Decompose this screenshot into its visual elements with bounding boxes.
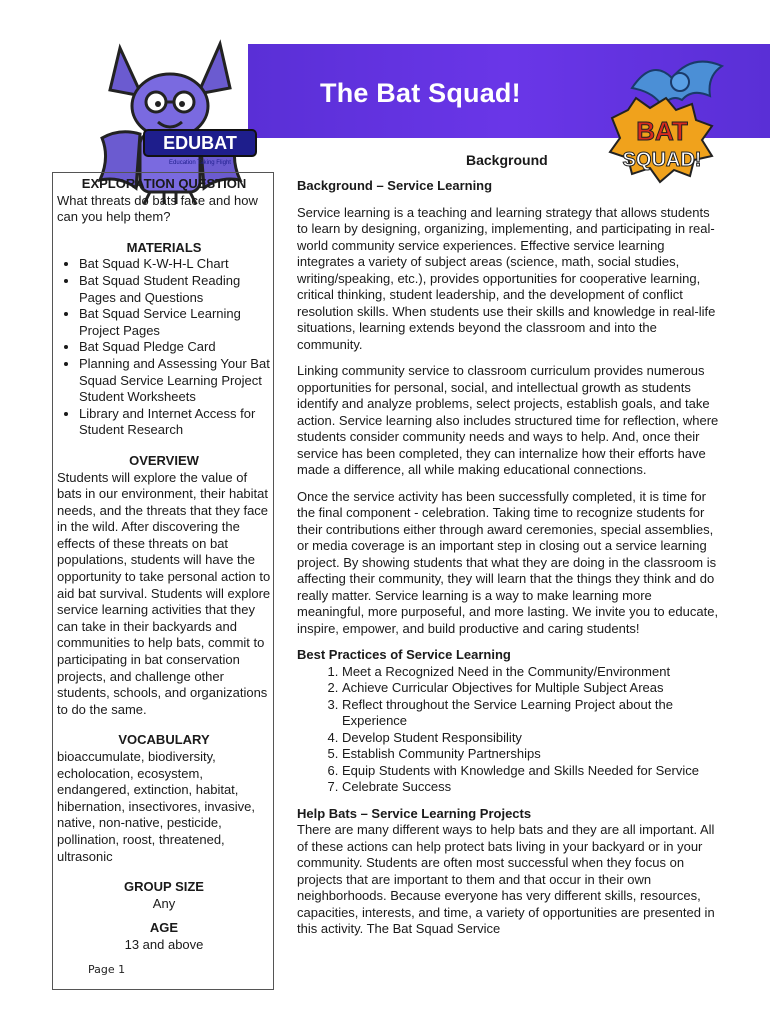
list-item: • Bat Squad K-W-H-L Chart: [79, 256, 271, 273]
list-item: 5. Establish Community Partnerships: [342, 746, 722, 763]
exploration-text: What threats do bats face and how can you help them?: [57, 192, 258, 225]
overview-text: Students will explore the value of bats in our environment, their habitat needs, and the threats that they face in the wild. After discovering the effects of these threats on bat populations, students will have the opportunity to take personal action to aid bat survival. Students will explore service learning activities that they can take in their backyards and communities to help bats, commit to participating in bat conservation projects, and challenge other students, schools, and organizations to do the same.: [57, 469, 271, 717]
exploration-heading: EXPLORATION QUESTION: [81, 176, 247, 191]
list-item: 3. Reflect throughout the Service Learning Project about the Experience: [342, 697, 722, 730]
list-item: 4. Develop Student Responsibility: [342, 730, 722, 747]
best-practices-heading: Best Practices of Service Learning: [297, 647, 511, 662]
list-item: • Planning and Assessing Your Bat Squad Service Learning Project Student Worksheets: [79, 356, 271, 406]
materials-heading: MATERIALS: [126, 239, 202, 255]
age-heading: AGE: [149, 920, 179, 936]
paragraph: Linking community service to classroom curriculum provides numerous opportunities for personal, social, and intellectual growth as students identify and analyze problems, select projects, establish goals, and take action. Service learning also includes structured time for reflection, where students consider community needs and ways to help. And, once their service has been completed, they can internalize how their efforts have made a difference, all while making educational connections.: [297, 363, 719, 477]
vocabulary-text: bioaccumulate, biodiversity, echolocation, ecosystem, endangered, extinction, habitat, hibernation, insectivores, invasive, native, non-native, pesticide, pollination, roost, threatened, ultrasonic: [57, 749, 255, 864]
badge-text-bat: BAT: [636, 116, 688, 146]
page-number: Page 1: [88, 963, 126, 976]
paragraph: Service learning is a teaching and learning strategy that allows students to learn by designing, organizing, implementing, and participating in real-world community service experiences. Effective service learning integrates a variety of subject areas (science, math, social studies, writing/speaking, etc.), provides opportunities for cooperative learning, critical thinking, student leadership, and the development of conflict resolution skills. When students use their skills and knowledge in real-life situations, learning extends beyond the classroom and into the community.: [297, 204, 716, 352]
list-item: • Bat Squad Service Learning Project Pages: [79, 306, 271, 339]
list-item: • Bat Squad Pledge Card: [79, 339, 271, 356]
logo-text: EDUBAT: [163, 133, 237, 153]
sidebar-box: [52, 172, 274, 990]
group-size-heading: GROUP SIZE: [124, 879, 204, 895]
main-content: [297, 178, 722, 938]
vocabulary-heading: VOCABULARY: [118, 732, 210, 748]
help-bats-heading: Help Bats – Service Learning Projects: [297, 805, 532, 821]
paragraph: There are many different ways to help bats and they are all important. All of these actions can help protect bats living in your backyard or in your community. Students are often most successful when they focus on projects that are important to them and that occur in their own neighborhoods. Because everyone has very different skills, resources, capacities, interests, and time, a variety of opportunities are presented in this activity. The Bat Squad Service: [297, 822, 715, 936]
list-item: 7. Celebrate Success: [342, 779, 722, 796]
bat-squad-badge: [592, 48, 742, 188]
list-item: 6. Equip Students with Knowledge and Skills Needed for Service: [342, 763, 722, 780]
list-item: • Bat Squad Student Reading Pages and Questions: [79, 273, 271, 306]
list-item: • Library and Internet Access for Student Research: [79, 406, 271, 439]
materials-list: [57, 256, 271, 439]
age-value: 13 and above: [124, 936, 204, 952]
best-practices-list: [297, 664, 722, 796]
main-heading: Background – Service Learning: [297, 178, 493, 193]
list-item: 2. Achieve Curricular Objectives for Multiple Subject Areas: [342, 680, 722, 697]
paragraph: Once the service activity has been successfully completed, it is time for the final component - celebration. Taking time to recognize students for their contributions either through award ceremonies, special assemblies, or media coverage is an important step in closing out a service learning project. By showing students that what they are doing in the classroom is affecting their community, they will learn that the things they think and do really matter. Service learning is a way to make learning more meaningful, more purposeful, and more lasting. We invite you to educate, inspire, empower, and build productive and caring students!: [297, 488, 719, 636]
overview-heading: OVERVIEW: [129, 452, 199, 468]
logo-tagline: Education Taking Flight: [169, 160, 231, 166]
section-heading: Background: [466, 152, 548, 168]
badge-text-squad: SQUAD!: [622, 149, 702, 171]
group-size-value: Any: [152, 895, 176, 911]
list-item: 1. Meet a Recognized Need in the Community/Environment: [342, 664, 722, 681]
page-title: The Bat Squad!: [320, 78, 521, 108]
